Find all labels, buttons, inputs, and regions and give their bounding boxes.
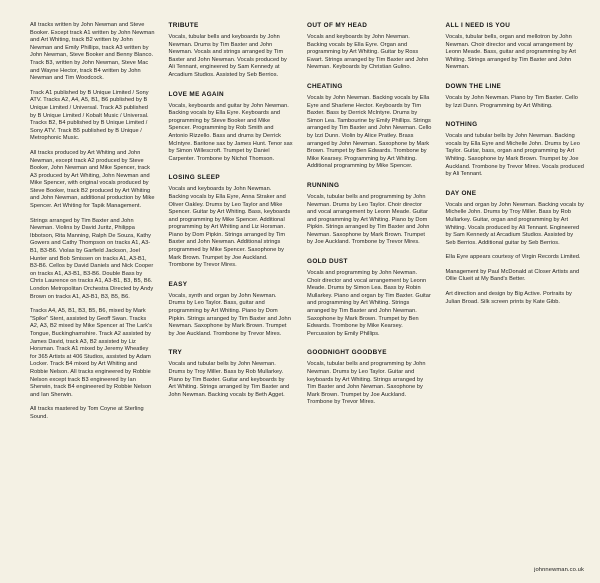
column-1	[30, 22, 169, 569]
track-title: OUT OF MY HEAD	[307, 22, 368, 29]
track-title: TRIBUTE	[168, 22, 199, 29]
track-credits-easy	[169, 281, 294, 339]
credits-paragraph: Vocals, tubular bells, organ and mellotron by John Newman. Choir director and vocal arrangement by Leonn Meade. Bass, guitar and programming by Art Whiting. Strings arranged by Tim Baxter and John Newman.	[445, 34, 577, 71]
management-note: Management by Paul McDonald at Closer Artists and Ollie Clueit at My Band's Better.	[445, 268, 580, 283]
credits-columns	[30, 22, 584, 569]
credits-paragraph: Vocals and keyboards by John Newman. Backing vocals by Ella Eyre. Organ and programming by Art Whiting. Guitar by Ross Ewart. Strings arranged by Tim Baxter and John Newman. Keyboards by Christian Gulino.	[307, 34, 429, 71]
track-title: GOLD DUST	[307, 258, 348, 266]
credits-paragraph: Vocals, tubular bells and keyboards by John Newman. Drums by Tim Baxter and John Newman. Vocals and strings arranged by Tim Baxter and John Newman. Vocals produced by Ali Tennant, engineered by Sam Kennedy at Arcadium Studios. Assisted by Seb Berrios.	[168, 34, 287, 78]
credits-paragraph: Vocals and programming by John Newman. Choir director and vocal arrangement by Leonn Meade. Drums by Simon Lea. Bass by Robin Mullarkey. Piano and organ by Tim Baxter. Guitar and programming by Art Whiting. Strings arranged by Tim Baxter and John Newman. Saxophone by Mark Brown. Trumpet by Ben Edwards. Trombone by Mike Kearsey. Percussion by Emily Phillips.	[307, 270, 431, 337]
credits-paragraph: All tracks mastered by Tom Coyne at Sterling Sound.	[30, 406, 144, 420]
credits-paragraph: Vocals and tubular bells by John Newman. Drums by Troy Miller. Bass by Rob Mullarkey. Piano by Tim Baxter. Guitar and keyboards by Art Whiting. Strings arranged by Tim Baxter and John Newman. Backing vocals by Beth Agget.	[168, 361, 290, 398]
track-title: DOWN THE LINE	[445, 82, 502, 90]
column-4	[446, 22, 585, 569]
credits-paragraph: Vocals, tubular bells and programming by John Newman. Drums by Leo Taylor. Choir director and vocal arrangement by Leonn Meade. Guitar and programming by Art Whiting. Piano by Dom Pipkin. Strings arranged by Tim Baxter and John Newman. Saxophone by Mark Brown. Trumpet by Joe Auckland. Trombone by Trevor Mires.	[307, 193, 430, 246]
track-title: LOSING SLEEP	[168, 174, 220, 182]
track-credits-running	[307, 182, 432, 247]
column-3	[307, 22, 446, 569]
track-title: GOODNIGHT GOODBYE	[307, 349, 387, 357]
track-credits-love-me-again	[169, 91, 294, 164]
credits-paragraph: Vocals, tubular bells and programming by John Newman. Drums by Leo Taylor. Guitar and keyboards by Art Whiting. Strings arranged by Tim Baxter and John Newman. Saxophone by Mark Brown. Trumpet by Joe Auckland. Trombone by Trevor Mires.	[307, 361, 426, 406]
courtesy-note: Ella Eyre appears courtesy of Virgin Records Limited.	[445, 254, 581, 261]
track-credits-day-one	[446, 190, 585, 307]
track-title: ALL I NEED IS YOU	[445, 22, 511, 29]
track-credits-losing-sleep	[169, 174, 294, 270]
credits-paragraph: All tracks produced by Art Whiting and John Newman, except track A2 produced by Steve Booker, John Newman and Mike Spencer, track A3 produced by Art Whiting, John Newman and Mike Spencer, with original vocals produced by Steve Booker, track B2 produced by Art Whiting and John Newman, additional production by Mike Spencer. Art Whiting for Tapik Management.	[30, 149, 155, 210]
track-title: EASY	[168, 280, 188, 288]
track-credits-goodnight-goodbye	[307, 349, 432, 407]
track-title: LOVE ME AGAIN	[168, 90, 224, 98]
column-2	[169, 22, 308, 569]
track-title: DAY ONE	[445, 189, 477, 197]
credits-paragraph: Strings arranged by Tim Baxter and John Newman. Violins by David Juritz, Philippa Ibbotson, Rita Manning, Ralph De Souza, Kathy Gowers and Cathy Thompson on tracks A1, A3-B1, B3-B6. Violas by Garfield Jackson, Joel Hunter and Bob Smissen on tracks A1, A3-B1, B3-B6. Cellos by David Daniels and Nick Cooper on tracks A1, A3-B1, B3-B6. Double Bass by Chris Laurence on tracks A1, A3-B1, B3, B5, B6. London Metropolitan Orchestra Directed by Andy Brown on tracks A1, A3-B1, B3, B5, B6.	[30, 217, 154, 300]
track-credits-cheating	[307, 83, 432, 171]
credits-paragraph: Vocals and keyboards by John Newman. Backing vocals by Ella Eyre, Anna Straker and Oliver Oakley. Drums by Leo Taylor and Mike Spencer. Guitar by Art Whiting. Bass, keyboards and programming by Mike Spencer. Additional programming by Art Whiting and Liz Horsman. Piano by Dom Pipkin. Strings arranged by Tim Baxter and John Newman. Additional strings programmed by Mike Spencer. Saxophone by Mark Brown. Trumpet by Joe Auckland. Trombone by Trevor Mires.	[168, 186, 291, 269]
track-credits-all-i-need-is-you	[446, 22, 585, 72]
credits-paragraph: Track A1 published by B Unique Limited / Sony ATV. Tracks A2, A4, A5, B1, B6 published by B Unique Limited / Universal. Track A3 published by B Unique Limited / Kobalt Music / Universal. Tracks B2, B4 published by B Unique Limited / Sony ATV. Track B5 published by B Unique / Metrophonic Music.	[30, 89, 149, 142]
track-title: RUNNING	[307, 181, 340, 189]
track-credits-gold-dust	[307, 258, 432, 338]
track-credits-tribute	[169, 22, 294, 80]
track-credits-down-the-line	[446, 83, 585, 110]
track-credits-try	[169, 349, 294, 399]
credits-paragraph: Vocals, synth and organ by John Newman. Drums by Leo Taylor. Bass, guitar and programming by Art Whiting. Piano by Dom Pipkin. Strings arranged by Tim Baxter and John Newman. Saxophone by Mark Brown. Trumpet by Joe Auckland. Trombone by Trevor Mires.	[168, 292, 291, 337]
credits-paragraph: Vocals by John Newman. Piano by Tim Baxter. Cello by Izzi Dunn. Programming by Art Whiting.	[445, 94, 578, 109]
track-credits-nothing	[446, 121, 585, 179]
art-direction-note: Art direction and design by Big Active. Portraits by Julian Broad. Silk screen prints by Kate Gibb.	[445, 291, 572, 305]
credits-paragraph: Tracks A4, A5, B1, B3, B5, B6, mixed by Mark "Spike" Stent, assisted by Geoff Swan. Tracks A2, A3, B2 mixed by Mike Spencer at The Lark's Tongue, Buckinghamshire. Track A2 assisted by James David, track A3, B2 assisted by Liz Horsman. Track A1 mixed by Jeremy Wheatley for 365 Artists at 406 Studios, assisted by Adam Locker. Track B4 mixed by Art Whiting and Robbie Nelson. All tracks engineered by Robbie Nelson except track B3 engineered by Ian Sherwin, track B4 engineered by Robbie Nelson and Ian Sherwin.	[30, 308, 153, 398]
website-link[interactable]: johnnewman.co.uk	[534, 567, 584, 573]
credits-block-general	[30, 22, 155, 422]
track-title: CHEATING	[307, 82, 343, 90]
credits-paragraph: Vocals and organ by John Newman. Backing vocals by Michelle John. Drums by Troy Miller. Bass by Rob Mullarkey. Guitar, organ and programming by Art Whiting. Vocals produced by Ali Tennant. Engineered by Sam Kennedy at Arcadium Studios. Assisted by Seb Berrios. Additional guitar by Seb Berrios.	[445, 201, 584, 246]
track-title: TRY	[168, 349, 183, 357]
credits-paragraph: All tracks written by John Newman and Steve Booker. Except track A1 written by John Newman and Art Whiting, track B2 written by John Newman and Emily Phillips, track A3 written by John Newman, Steve Booker and Benny Blanco. Track B3, written by John Newman, Steve Mac and Wayne Hector, track B4 written by John Newman and Tim Woodcock.	[30, 22, 155, 82]
credits-paragraph: Vocals and tubular bells by John Newman. Backing vocals by Ella Eyre and Michelle John. Drums by Leo Taylor. Guitar, bass, organ and programming by Art Whiting. Saxophone by Mark Brown. Trumpet by Joe Auckland. Trombone by Trevor Mires. Vocals produced by Ali Tennant.	[445, 133, 584, 178]
credits-paragraph: Vocals by John Newman. Backing vocals by Ella Eyre and Sharlene Hector. Keyboards by Tim Baxter. Bass by Derrick McIntyre. Drums by Simon Lea. Tambourine by Emily Phillips. Strings arranged by Tim Baxter and John Newman. Cello by Izzi Dunn. Violin by Alice Pratley. Brass arranged by John Newman. Saxophone by Mark Brown. Trumpet by Ben Edwards. Trombone by Mike Kearsey. Programming by Art Whiting. Additional programming by Mike Spencer.	[307, 94, 432, 170]
track-credits-out-of-my-head	[307, 22, 432, 72]
track-title: NOTHING	[445, 121, 478, 129]
credits-paragraph: Vocals, keyboards and guitar by John Newman. Backing vocals by Ella Eyre. Keyboards and programming by Steve Booker and Mike Spencer. Programming by Rob Smith and Antonio Rizzello. Bass and drums by Derrick McIntyre. Baritone sax by James Hunt. Tenor sax by Simon Willescroft. Trumpet by Daniel Carpenter. Trombone by Nichol Thomson.	[168, 102, 293, 162]
